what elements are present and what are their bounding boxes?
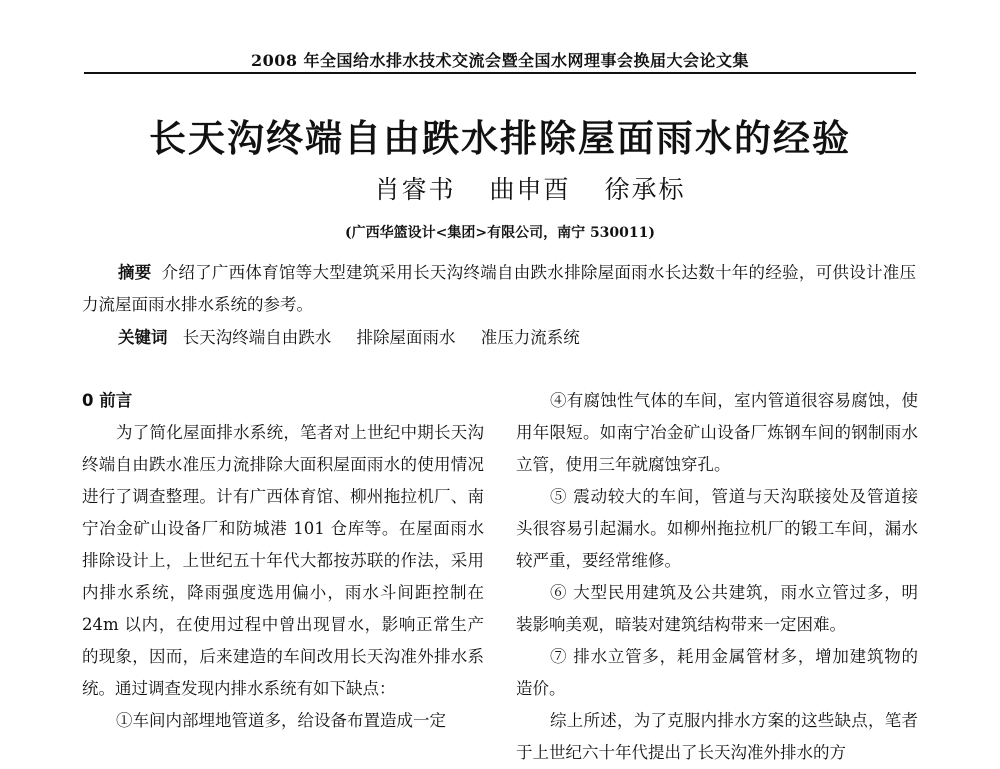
keyword-1: 长天沟终端自由跌水 [182, 328, 332, 347]
header-rule [84, 72, 916, 74]
keywords-label: 关键词 [118, 328, 168, 347]
keyword-2: 排除屋面雨水 [356, 328, 456, 347]
paragraph: ⑦ 排水立管多，耗用金属管材多，增加建筑物的造价。 [516, 647, 918, 698]
paper-title: 长天沟终端自由跌水排除屋面雨水的经验 [149, 117, 851, 160]
paragraph: ④有腐蚀性气体的车间，室内管道很容易腐蚀，使用年限短。如南宁冶金矿山设备厂炼钢车间的钢制雨水立管，使用三年就腐蚀穿孔。 [516, 391, 918, 474]
affiliation: (广西华篮设计<集团>有限公司，南宁 530011) [344, 225, 656, 241]
paragraph: ⑥ 大型民用建筑及公共建筑，雨水立管过多，明装影响美观，暗装对建筑结构带来一定困难。 [516, 583, 918, 634]
running-head: 2008 年全国给水排水技术交流会暨全国水网理事会换届大会论文集 [250, 51, 750, 70]
paragraph: 综上所述，为了克服内排水方案的这些缺点，笔者于上世纪六十年代提出了长天沟准外排水的方 [516, 711, 918, 762]
right-column [516, 385, 918, 769]
author-3: 徐承标 [604, 175, 686, 204]
paragraph: 为了简化屋面排水系统，笔者对上世纪中期长天沟终端自由跌水准压力流排除大面积屋面雨水的使用情况进行了调查整理。计有广西体育馆、柳州拖拉机厂、南宁冶金矿山设备厂和防城港 101 仓库等。在屋面雨水排除设计上，上世纪五十年代大都按苏联的作法，采用内排水系统，降雨强度选用偏小，雨水斗间距控制在 24m 以内，在使用过程中曾出现冒水，影响正常生产的现象，因而，后来建造的车间改用长天沟准外排水系统。通过调查发现内排水系统有如下缺点： [82, 423, 484, 698]
left-column [82, 385, 484, 737]
author-1: 肖睿书 [374, 175, 456, 204]
abstract [82, 257, 916, 321]
keyword-3: 准压力流系统 [480, 328, 580, 347]
keywords [118, 322, 600, 354]
paragraph: ⑤ 震动较大的车间，管道与天沟联接处及管道接头很容易引起漏水。如柳州拖拉机厂的锻工车间，漏水较严重，要经常维修。 [516, 487, 918, 570]
authors [0, 170, 1000, 206]
abstract-label: 摘要 [118, 263, 152, 282]
abstract-text: 介绍了广西体育馆等大型建筑采用长天沟终端自由跌水排除屋面雨水长达数十年的经验，可供设计准压力流屋面雨水排水系统的参考。 [82, 263, 917, 314]
section-heading: 0 前言 [82, 391, 133, 410]
author-2: 曲申酉 [489, 175, 571, 204]
paragraph: ①车间内部埋地管道多，给设备布置造成一定 [116, 711, 446, 730]
